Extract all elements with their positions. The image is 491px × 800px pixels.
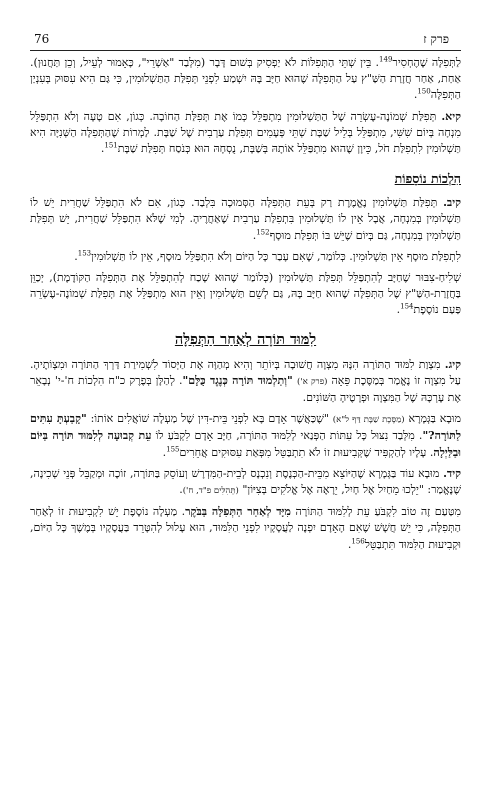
- text-run: . מַעְלָה נוֹסֶפֶת יֵשׁ לִקְבִיעוּת זוֹ לְאַחַר הַתְּפִלָּה, כִּי יֵשׁ חֲשָׁשׁ שֶׁאִם הָאָדָם יִפְנֶה לַעֲסָקָיו לִפְנֵי הַלִּמּוּד, הוּא עָלוּל לְהִטָּרֵד בַּעֲסָקָיו בְּמֶשֶׁךְ כָּל הַיּוֹם, וּקְבִיעוּת הַלִּמּוּד תִּתְבַּטֵּל: [30, 505, 461, 551]
- paragraph-111: [30, 109, 461, 158]
- text-run: . עָלָיו לְהַקְפִּיד שֶׁקְּבִיעוּת זוֹ לֹא תִתְבַּטֵּל מִפְּאַת עִסּוּקִים אֲחֵרִים: [179, 445, 434, 459]
- footnote-ref-151[interactable]: 151: [104, 141, 118, 150]
- text-run: מוּבָא בַּגְּמָרָא: [404, 412, 461, 426]
- text-run: .: [74, 249, 78, 263]
- source-citation: (פרק א'): [297, 376, 328, 387]
- paragraph-continued: [30, 55, 461, 104]
- bold-quote: מִיָּד לְאַחַר הַתְּפִלָּה בַּבֹּקֶר: [185, 505, 291, 519]
- chapter-label: פרק ז: [423, 32, 449, 46]
- paragraph-112: [30, 195, 461, 244]
- text-run: .: [347, 537, 352, 551]
- text-run: "שֶׁכַּאֲשֶׁר אָדָם בָּא לִפְנֵי בֵּית-דִּין שֶׁל מַעְלָה שׁוֹאֲלִים אוֹתוֹ:: [86, 412, 333, 426]
- text-run: מִטַּעַם זֶה טוֹב לִקְבֹּעַ עֵת לְלִמּוּד הַתּוֹרָה: [290, 505, 461, 519]
- page-number: 76: [34, 32, 50, 46]
- subsection-heading: הִלְכוֹת נוֹסָפוֹת: [394, 171, 461, 187]
- text-run: .: [179, 483, 183, 497]
- text-run: שְׁלִיחַ-צִבּוּר שֶׁחַיָּב לְהִתְפַּלֵּל תְּפִלַּת תַּשְׁלוּמִין (כְּלוֹמַר שֶׁהוּא שָׁכַח לְהִתְפַּלֵּל אֶת הַתְּפִלָּה הַקּוֹדֶמֶת), יְכַוֵּן בַּחֲזָרַת-הַשַּׁ"ץ שֶׁל הַתְּפִלָּה שֶׁהוּא חַיָּב בָּהּ, גַּם לְשֵׁם תַּשְׁלוּמִין וְאֵין הוּא מִתְפַּלֵּל אֶת תְּפִלַּת שְׁמוֹנֶה-עֶשְׂרֵה פַּעַם נוֹסֶפֶת: [30, 271, 461, 317]
- text-run: מִצְוַת לִמּוּד הַתּוֹרָה הִנָּהּ מִצְוָה חֲשׁוּבָה בְּיוֹתֵר וְהִיא מְהַוָּה אֶת הַיְּסוֹד לִשְׁמִירַת דַּרְךְ הַתּוֹרָה וּמִצְוֹתֶיהָ. עַל מִצְוָה זוֹ נֶאֱמַר בְּמַסֶּכֶת פֵּאָה: [30, 357, 461, 387]
- section-number-label: קיא.: [441, 109, 461, 123]
- text-run: תְּפִלַּת שְׁמוֹנֶה-עֶשְׂרֵה שֶׁל הַתַּשְׁלוּמִין מִתְפַּלֵּל כְּמוֹ אֶת תְּפִלַּת הַחוֹבָה. כְּגוֹן, אִם טָעָה וְלֹא הִתְפַּלֵּל מִנְחָה בְּיוֹם שִׁשִּׁי, מִתְפַּלֵּל בְּלֵיל שַׁבָּת שְׁתֵּי פְּעָמִים תְּפִלַּת עַרְבִית שֶׁל שַׁבָּת. לַמְרוֹת שֶׁהַתְּפִלָּה הַשְּׁנִיָּה הִיא תַּשְׁלוּמִין לִתְפִלַּת חֹל, כֵּיוָן שֶׁהוּא מִתְפַּלֵּל אוֹתָהּ בְּשַׁבָּת, נֻסְחָהּ הוּא כְּנֹסַח תְּפִלַּת שַׁבָּת: [30, 109, 461, 156]
- source-citation: (מַסֶּכֶת שַׁבָּת דַּף ל"א): [332, 415, 405, 426]
- source-citation: (תְּהִלִּים פ"ד, ח'): [182, 486, 239, 497]
- text-run: תְּפִלַּת תַּשְׁלוּמִין נֶאֱמֶרֶת רַק בְּעֵת הַתְּפִלָּה הַסְּמוּכָה בִּלְבַד. כְּגוֹן, אִם לֹא הִתְפַּלֵּל שַׁחֲרִית יֵשׁ לוֹ תַּשְׁלוּמִין בְּמִנְחָה, אֲבָל אֵין לוֹ תַּשְׁלוּמִין בִּתְפִלַּת עַרְבִית שֶׁאַחֲרֶיהָ. לְמִי שֶׁלֹּא הִתְפַּלֵּל שַׁחֲרִית, יֵשׁ תְּפִלַּת תַּשְׁלוּמִין בְּמִנְחָה, גַּם בְּיוֹם שֶׁיֵּשׁ בּוֹ תְּפִלַּת מוּסָף: [30, 196, 461, 242]
- paragraph-morning-study: [30, 504, 461, 553]
- bold-quote: "קָבַעְתָּ עִתִּים לַתּוֹרָה?": [30, 412, 462, 443]
- paragraph-musaf: [30, 249, 461, 265]
- paragraph-114: [30, 466, 461, 499]
- section-number-label: קיד.: [443, 466, 461, 480]
- paragraph-gemara-shabbat: [30, 411, 461, 461]
- text-run: .: [396, 303, 401, 317]
- footnote-ref-149[interactable]: 149: [379, 55, 393, 64]
- footnote-ref-153[interactable]: 153: [77, 249, 92, 258]
- section-number-label: קיג.: [444, 357, 461, 371]
- bold-quote: "וְתַלְמוּד תּוֹרָה כְּנֶגֶד כֻּלָּם": [182, 373, 298, 387]
- footnote-ref-156[interactable]: 156: [351, 537, 365, 546]
- footnote-ref-155[interactable]: 155: [166, 445, 180, 453]
- text-run: .: [100, 142, 105, 156]
- text-run: . מִלְּבַד נִצּוּל כָּל עִתּוֹת הַפְּנַאי לְלִמּוּד הַתּוֹרָה, חַיָּב אָדָם לִקְבֹּעַ לוֹ: [151, 429, 423, 443]
- text-run: .: [252, 228, 257, 242]
- footnote-ref-150[interactable]: 150: [417, 87, 431, 96]
- footnote-ref-154[interactable]: 154: [400, 302, 414, 311]
- paragraph-shaliach-tzibur: [30, 270, 461, 319]
- text-run: מוּבָא עוֹד בַּגְּמָרָא שֶׁהַיּוֹצֵא מִבֵּית-הַכְּנֶסֶת וְנִכְנָס לְבֵית-הַמִּדְרָשׁ וְעוֹסֵק בַּתּוֹרָה, זוֹכֶה וּמְקַבֵּל פְּנֵי שְׁכִינָה, שֶׁנֶּאֱמַר: "יֵלְכוּ מֵחַיִל אֶל חָיִל, יֵרָאֶה אֶל אֱלֹקִים בְּצִיּוֹן": [30, 466, 461, 497]
- text-run: לַתְּפִלָּה שֶׁהֶחְסִיר: [392, 56, 461, 69]
- text-run: .: [413, 88, 418, 102]
- section-title: לִמּוּד תּוֹרָה לְאַחַר הַתְּפִלָּה: [174, 330, 317, 348]
- paragraph-113: [30, 357, 461, 407]
- text-run: . לְהַלָּן בְּפֶרֶק כ"ח הִלְכוֹת ח'-י' נְבָאֵר אֶת עֶרְכָּהּ שֶׁל הַמִּצְוָה וּפְרָטֶיהָ הַשּׁוֹנִים.: [30, 373, 461, 405]
- page-header: [30, 28, 461, 51]
- section-number-label: קיב.: [443, 196, 461, 210]
- text-run: . בֵּין שְׁתֵּי הַתְּפִלּוֹת לֹא יַפְסִיק בְּשׁוּם דָּבָר (מִלְּבַד "אַשְׁרֵי", כָּאָמוּר לְעֵיל, וְכֵן תַּחֲנוּן). אַחַת, אַחַר חֲזָרַת הַשַּׁ"ץ עַל הַתְּפִלָּה שֶׁהוּא חַיָּב בָּהּ יִשְׁמַע לִפְנֵי תְּפִלַּת הַתַּשְׁלוּמִין, כִּי גַּם הִיא עִסּוּק בְּעִנְיַן הַתְּפִלָּה: [30, 56, 461, 102]
- bold-quote: עֵת קְבוּעָה לְלִמּוּד תּוֹרָה בַּיּוֹם וּבַלַּיְלָה: [30, 429, 461, 459]
- text-run: .: [162, 445, 167, 459]
- footnote-ref-152[interactable]: 152: [256, 227, 270, 236]
- text-run: לִתְפִלַּת מוּסָף אֵין תַּשְׁלוּמִין. כְּלוֹמַר, שֶׁאִם עָבַר כָּל הַיּוֹם וְלֹא הִתְפַּלֵּל מוּסָף, אֵין לוֹ תַּשְׁלוּמִין: [91, 249, 461, 263]
